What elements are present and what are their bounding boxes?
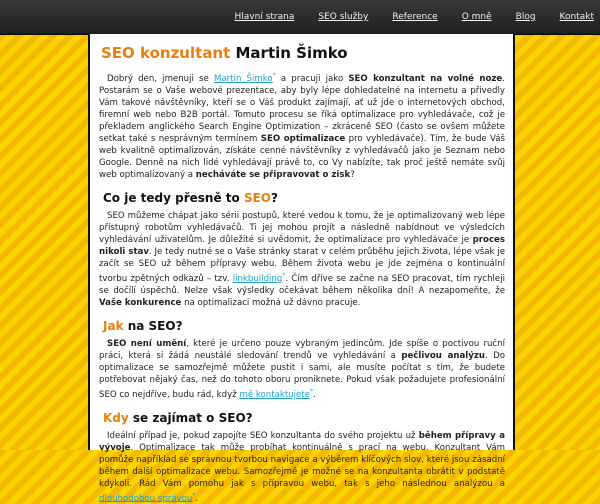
text: . — [312, 389, 316, 400]
emphasis: SEO optimalizace — [260, 133, 346, 144]
external-link-icon: * — [309, 387, 313, 395]
emphasis: pečlivou analýzu — [401, 350, 485, 361]
emphasis: necháváte se připravovat o zisk — [195, 169, 351, 180]
long-term-management-link[interactable]: dlouhodobou správou — [99, 493, 193, 504]
heading-accent: Jak — [103, 318, 124, 333]
text: . Optimalizace tak může probíhat kontinuálně s prací na webu. Konzultant Vám pomůže například se správnou tvorbou navigace a výběrem klíčových slov, které jsou zásadní během další optimalizace webu. Samozřejmě je možné se na konzultanta obrátit v podstatě kdykoli. Rád Vám pomohu jak s přípravou webu, tak s jeho následnou analýzou a — [99, 442, 505, 489]
top-navigation-bar — [0, 0, 600, 35]
heading-how-seo — [103, 319, 505, 333]
heading-text: na SEO? — [123, 318, 183, 333]
main-content — [88, 34, 515, 504]
text: . Postarám se o Vaše webové prezentace, aby byly lépe dohledatelné na internetu a přivedly Vám takové návštěvníky, kteří se o Váš produkt zajímají, ať už jde o internetových obchod, firemní web nebo B2B portál. Tomuto procesu se říká optimalizace pro vyhledávače, což je překladem anglického Search Engine Optimization – zkráceně SEO (často se ovšem můžete setkat také s nesprávným termínem — [99, 73, 505, 144]
nav-link-about[interactable]: O mně — [461, 12, 492, 22]
heading-text: ? — [270, 190, 278, 205]
emphasis: během přípravy a vývoje — [99, 430, 505, 453]
text: . — [195, 493, 199, 504]
heading-what-is-seo — [103, 191, 505, 205]
text: ? — [350, 169, 355, 180]
heading-accent: SEO — [243, 190, 271, 205]
text: . Je tedy nutné se o Vaše stránky starat v celém průběhu jejich života, lépe však je začít se SEO už během přípravy webu. Během života webu je jde zejména o kontinuální tvorbu zpětných odkazů – tzv. — [99, 246, 505, 284]
contact-me-link[interactable]: mě kontaktujete — [239, 389, 310, 400]
page-title — [101, 44, 505, 62]
text: . Čím dříve se začne na SEO pracovat, tím rychleji se dočílí úspěchů. Nelze však výsledky očekávat během několika dní! A nezapomeňte, že — [99, 273, 505, 296]
heading-when-seo — [103, 411, 505, 425]
page-title-accent: SEO konzultant — [101, 44, 231, 62]
text: na optimalizaci možná už dávno pracuje. — [181, 297, 361, 308]
nav-link-home[interactable]: Hlavní strana — [234, 12, 295, 22]
nav-link-contact[interactable]: Kontakt — [559, 12, 594, 22]
linkbuilding-link[interactable]: linkbuilding — [232, 273, 283, 284]
emphasis: Vaše konkurence — [99, 297, 182, 308]
intro-paragraph — [99, 70, 505, 181]
emphasis: SEO konzultant na volné noze — [348, 73, 503, 84]
when-seo-paragraph — [99, 430, 505, 504]
external-link-icon: * — [282, 271, 286, 279]
heading-accent: Kdy — [103, 410, 129, 425]
text: , které je určeno pouze vybraným jedincům. Jde spíše o poctivou ruční práci, která si žádá neustálé sledování trendů ve vyhledávání a — [99, 338, 505, 361]
what-is-seo-paragraph — [99, 210, 505, 309]
text: . Do optimalizace se samozřejmě můžete pustit i sami, ale musíte počítat s tím, že budete potřebovat nějaký čas, než do tohoto oboru proniknete. Pokud však požadujete profesionální SEO co nejdříve, budu rád, když — [99, 350, 505, 400]
text: Dobrý den, jmenuji se — [107, 73, 214, 84]
nav-link-seo-services[interactable]: SEO služby — [318, 12, 369, 22]
heading-text: se zajímat o SEO? — [128, 410, 253, 425]
heading-text: Co je tedy přesně to — [103, 190, 244, 205]
emphasis: SEO není umění — [107, 338, 187, 349]
author-link[interactable]: Martin Šimko — [213, 73, 273, 84]
text: Ideální případ je, pokud zapojíte SEO konzultanta do svého projektu už — [107, 430, 419, 441]
nav-link-blog[interactable]: Blog — [515, 12, 536, 22]
external-link-icon: * — [192, 491, 196, 499]
text: pro vyhledávače). Tím, že bude Váš web kvalitně optimalizován, získáte cenné návštěvníky z vyhledávačů jako je Seznam nebo Google. Denně na nich lidé vyhledávají právě to, co Vy nabízíte, tak proč ještě nemáte svůj web optimalizovaný a — [99, 133, 506, 180]
emphasis: proces nikoli stav — [99, 234, 505, 257]
main-nav — [211, 0, 594, 34]
text: a pracuji jako — [275, 73, 349, 84]
text: SEO můžeme chápat jako sérii postupů, které vedou k tomu, že je optimalizovaný web lépe přístupný robotům vyhledávačů. Ti jej mohou projít a následně nabídnout ve výsledcích vyhledávání uživatelům. Je důležité si uvědomit, že optimalizace pro vyhledávače je — [99, 210, 505, 245]
nav-link-references[interactable]: Reference — [392, 12, 438, 22]
external-link-icon: * — [272, 72, 276, 79]
page-title-rest: Martin Šimko — [230, 44, 348, 62]
how-seo-paragraph — [99, 338, 505, 401]
